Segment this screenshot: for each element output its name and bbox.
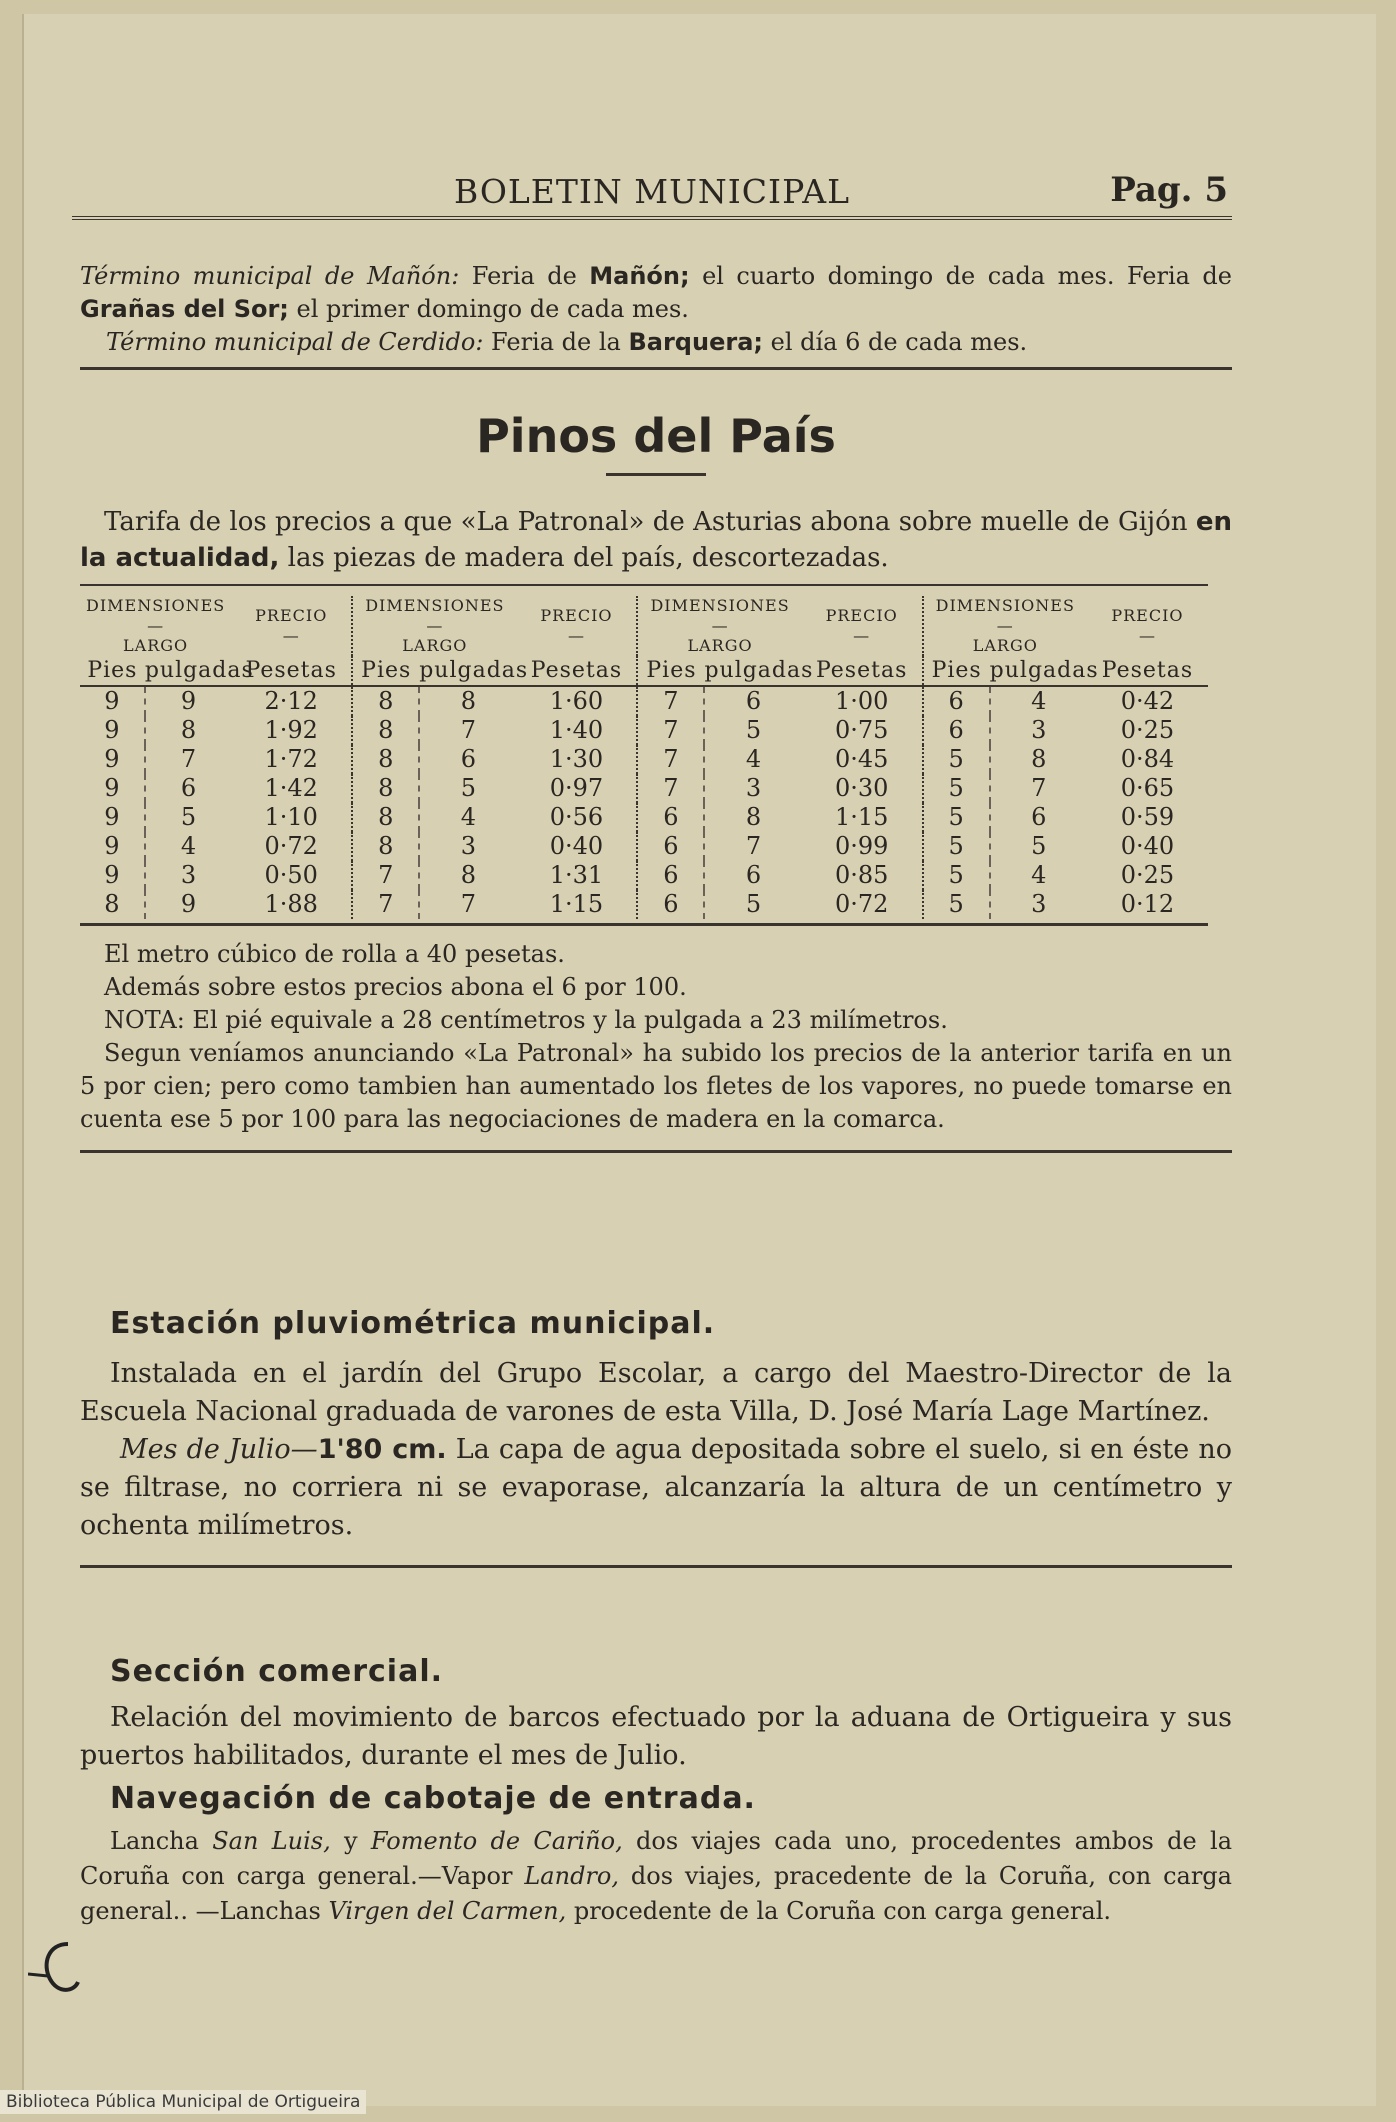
intro-bold: en la actualidad,: [80, 507, 1232, 573]
cerdido-paragraph: [80, 326, 1232, 359]
table-body: [80, 686, 1208, 919]
pies-cell: 6: [637, 832, 704, 861]
pesetas-cell: 0·42: [1120, 687, 1175, 715]
pulgadas-cell: 3: [180, 861, 197, 889]
precio-header: PRECIO —: [516, 596, 637, 656]
precio-header: PRECIO —: [802, 596, 923, 656]
boat-name: Virgen del Carmen,: [328, 1897, 567, 1925]
pesetas-cell: 1·92: [231, 716, 352, 745]
table-row: [80, 861, 1208, 890]
cerdido-label: Término municipal de Cerdido:: [106, 328, 484, 356]
pesetas-cell: 0·84: [1120, 745, 1175, 773]
pies-cell: 6: [637, 803, 704, 832]
text-segment: y: [330, 1827, 371, 1855]
table-header-row: [80, 596, 1208, 656]
estacion-julio: [80, 1431, 1232, 1545]
estacion-title: Estación pluviométrica municipal.: [110, 1306, 716, 1341]
note-patronal: Segun veníamos anunciando «La Patronal» ha subido los precios de la anterior tarifa en un 5 por cien; pero como tambien han aumentado los fletes de los vapores, no puede tomarse en cuenta ese 5 por 100 para las negociaciones de madera en la comarca.: [80, 1039, 1232, 1133]
pies-header: Pies: [87, 657, 138, 683]
pesetas-cell: 0·40: [516, 832, 637, 861]
price-table: [80, 596, 1208, 919]
pulgadas-cell: 8: [1031, 745, 1047, 773]
title-underline: [606, 473, 706, 476]
pulgadas-cell: 9: [180, 687, 197, 715]
pulgadas-cell: 8: [460, 687, 476, 715]
estacion-section: [80, 1306, 1232, 1568]
pesetas-header: Pesetas: [1101, 657, 1194, 683]
table-row: [80, 803, 1208, 832]
pulgadas-cell: 7: [745, 832, 762, 860]
pies-cell: 7: [637, 686, 704, 716]
pies-cell: 7: [352, 890, 419, 919]
pulgadas-header: pulgadas: [704, 657, 814, 683]
pesetas-cell: 1·40: [516, 716, 637, 745]
divider: [80, 1150, 1232, 1153]
cabotaje-title: Navegación de cabotaje de entrada.: [110, 1781, 756, 1816]
text-segment: dos viajes, pracedente de la Coruña, con carga general.. —Lanchas: [80, 1862, 1232, 1925]
pesetas-cell: 0·65: [1120, 774, 1175, 802]
pulgadas-header: pulgadas: [419, 657, 529, 683]
pesetas-cell: 0·59: [1120, 803, 1175, 831]
pesetas-cell: 0·30: [802, 774, 923, 803]
pulgadas-cell: 9: [180, 890, 197, 918]
pulgadas-cell: 4: [1031, 687, 1047, 715]
pesetas-cell: 1·15: [516, 890, 637, 919]
pesetas-cell: 0·97: [516, 774, 637, 803]
pesetas-header: Pesetas: [516, 656, 637, 686]
pulgadas-cell: 7: [1031, 774, 1047, 802]
table-row: [80, 890, 1208, 919]
document-page: [22, 14, 1376, 2106]
intro-text-2: las piezas de madera del país, descortezadas.: [279, 543, 889, 573]
precio-header: PRECIO —: [231, 596, 352, 656]
ferias-section: [80, 260, 1232, 370]
pies-cell: 6: [637, 861, 704, 890]
divider: [80, 1565, 1232, 1568]
pies-cell: 8: [352, 803, 419, 832]
pulgadas-cell: 3: [460, 832, 476, 860]
pies-cell: 9: [80, 803, 145, 832]
pulgadas-cell: 8: [745, 803, 762, 831]
pies-cell: 5: [923, 890, 990, 919]
pesetas-cell: 0·75: [802, 716, 923, 745]
table-row: [80, 774, 1208, 803]
table-row: [80, 686, 1208, 716]
pies-cell: 7: [637, 716, 704, 745]
pesetas-cell: 1·72: [231, 745, 352, 774]
pulgadas-cell: 6: [180, 774, 197, 802]
pesetas-cell: 0·72: [231, 832, 352, 861]
pies-cell: 9: [80, 716, 145, 745]
boat-name: San Luis,: [212, 1827, 331, 1855]
manon-text-2: el cuarto domingo de cada mes. Feria de: [689, 262, 1232, 290]
pies-cell: 8: [352, 832, 419, 861]
boat-name: Fomento de Cariño,: [370, 1827, 623, 1855]
pesetas-header: Pesetas: [802, 656, 923, 686]
pulgadas-cell: 3: [1031, 890, 1047, 918]
pies-cell: 5: [923, 861, 990, 890]
pesetas-cell: 1·10: [231, 803, 352, 832]
pies-cell: 9: [80, 832, 145, 861]
table-top-rule: [80, 584, 1208, 586]
pinos-intro: [80, 504, 1232, 576]
pesetas-cell: 1·60: [516, 686, 637, 716]
dimensiones-header: DIMENSIONES — LARGO: [85, 596, 226, 655]
pinos-notes: [80, 938, 1232, 1037]
pies-cell: 9: [80, 774, 145, 803]
pulgadas-cell: 5: [460, 774, 476, 802]
pulgadas-cell: 6: [745, 861, 762, 889]
text-segment: procedente de la Coruña con carga general.: [566, 1897, 1112, 1925]
pies-cell: 7: [637, 745, 704, 774]
pulgadas-header: pulgadas: [144, 657, 254, 683]
pies-cell: 8: [80, 890, 145, 919]
table-bottom-rule: [80, 923, 1208, 926]
pies-header: Pies: [931, 657, 982, 683]
divider: [80, 367, 1232, 370]
pies-cell: 9: [80, 861, 145, 890]
comercial-section: [80, 1654, 1232, 1929]
pies-cell: 5: [923, 774, 990, 803]
pulgadas-cell: 4: [180, 832, 197, 860]
estacion-paragraph: Instalada en el jardín del Grupo Escolar, a cargo del Maestro-Director de la Escuela Nacional graduada de varones de esta Villa, D. José María Lage Martínez.: [80, 1358, 1232, 1427]
cerdido-place: Barquera;: [628, 328, 763, 356]
pulgadas-cell: 3: [1031, 716, 1047, 744]
manon-text-1: Feria de: [459, 262, 590, 290]
pulgadas-cell: 5: [745, 716, 762, 744]
pesetas-cell: 0·25: [1120, 716, 1175, 744]
pesetas-cell: 0·40: [1120, 832, 1175, 860]
pesetas-cell: 0·72: [802, 890, 923, 919]
table-subheader-row: [80, 656, 1208, 686]
dimensiones-header: DIMENSIONES — LARGO: [365, 596, 505, 655]
pies-cell: 6: [923, 716, 990, 745]
mes-label: Mes de Julio—: [120, 1434, 318, 1465]
pulgadas-cell: 8: [460, 861, 476, 889]
pies-header: Pies: [646, 657, 697, 683]
text-segment: Lancha: [110, 1827, 213, 1855]
pulgadas-cell: 6: [745, 687, 762, 715]
pesetas-cell: 0·45: [802, 745, 923, 774]
mes-value: 1'80 cm.: [317, 1434, 447, 1465]
pies-cell: 5: [923, 803, 990, 832]
pulgadas-cell: 4: [1031, 861, 1047, 889]
granas-text: el primer domingo de cada mes.: [288, 295, 689, 323]
pinos-section: [80, 409, 1232, 1153]
handwritten-mark-icon: [28, 1934, 88, 2004]
manon-place: Mañón;: [589, 262, 690, 290]
pesetas-cell: 0·99: [802, 832, 923, 861]
table-row: [80, 832, 1208, 861]
manon-label: Término municipal de Mañón:: [80, 262, 460, 290]
pies-cell: 7: [352, 861, 419, 890]
ferias-paragraph: [80, 260, 1232, 326]
comercial-paragraph: Relación del movimiento de barcos efectuado por la aduana de Ortigueira y sus puertos habilitados, durante el mes de Julio.: [80, 1702, 1232, 1771]
page-header: [72, 164, 1232, 220]
pesetas-cell: 1·30: [516, 745, 637, 774]
library-footer: Biblioteca Pública Municipal de Ortigueira: [0, 2090, 366, 2114]
dimensiones-header: DIMENSIONES — LARGO: [650, 596, 790, 655]
pesetas-cell: 0·50: [231, 861, 352, 890]
pulgadas-cell: 5: [1031, 832, 1047, 860]
pulgadas-cell: 6: [1031, 803, 1047, 831]
pesetas-cell: 1·15: [802, 803, 923, 832]
pulgadas-cell: 7: [460, 890, 476, 918]
pesetas-cell: 1·42: [231, 774, 352, 803]
note-pie: NOTA: El pié equivale a 28 centímetros y la pulgada a 23 milímetros.: [104, 1006, 948, 1034]
pesetas-cell: 0·25: [1120, 861, 1175, 889]
pesetas-header: Pesetas: [231, 656, 352, 686]
pulgadas-header: pulgadas: [989, 657, 1099, 683]
pies-cell: 6: [923, 686, 990, 716]
note-rolla: El metro cúbico de rolla a 40 pesetas.: [104, 940, 565, 968]
pulgadas-cell: 5: [745, 890, 762, 918]
pesetas-cell: 0·85: [802, 861, 923, 890]
pies-cell: 8: [352, 745, 419, 774]
text-segment: dos viajes cada uno, procedentes ambos de la Coruña con carga general.—Vapor: [80, 1827, 1233, 1890]
pies-cell: 8: [352, 686, 419, 716]
precio-header: PRECIO —: [1111, 606, 1184, 645]
table-row: [80, 716, 1208, 745]
pies-cell: 6: [637, 890, 704, 919]
comercial-title: Sección comercial.: [110, 1654, 443, 1689]
pies-header: Pies: [361, 657, 412, 683]
pulgadas-cell: 4: [745, 745, 762, 773]
pulgadas-cell: 6: [460, 745, 476, 773]
note-abona: Además sobre estos precios abona el 6 por 100.: [104, 973, 687, 1001]
pies-cell: 8: [352, 716, 419, 745]
cabotaje-paragraph: [80, 1824, 1232, 1929]
table-row: [80, 745, 1208, 774]
dimensiones-header: DIMENSIONES — LARGO: [935, 596, 1075, 655]
pies-cell: 9: [80, 686, 145, 716]
pinos-title: Pinos del País: [476, 409, 836, 463]
pulgadas-cell: 4: [460, 803, 476, 831]
boat-name: Landro,: [524, 1862, 619, 1890]
pesetas-cell: 1·00: [802, 686, 923, 716]
pulgadas-cell: 5: [180, 803, 197, 831]
pies-cell: 7: [637, 774, 704, 803]
cerdido-text-1: Feria de la: [483, 328, 629, 356]
pies-cell: 5: [923, 745, 990, 774]
pesetas-cell: 0·56: [516, 803, 637, 832]
estacion-text-2: La capa de agua depositada sobre el suelo, si en éste no se filtrase, no corriera ni se evaporase, alcanzaría la altura de un centímetro y ochenta milímetros.: [80, 1434, 1233, 1541]
intro-text-1: Tarifa de los precios a que «La Patronal» de Asturias abona sobre muelle de Gijón: [104, 507, 1196, 537]
pesetas-cell: 1·31: [516, 861, 637, 890]
publication-title: BOLETIN MUNICIPAL: [453, 172, 851, 211]
pies-cell: 9: [80, 745, 145, 774]
pies-cell: 8: [352, 774, 419, 803]
pesetas-cell: 1·88: [231, 890, 352, 919]
pulgadas-cell: 8: [180, 716, 197, 744]
pesetas-cell: 0·12: [1120, 890, 1175, 918]
page-number: Pag. 5: [1110, 170, 1228, 210]
cerdido-text-2: el día 6 de cada mes.: [762, 328, 1028, 356]
pulgadas-cell: 3: [745, 774, 762, 802]
pulgadas-cell: 7: [460, 716, 476, 744]
pesetas-cell: 2·12: [231, 686, 352, 716]
pulgadas-cell: 7: [180, 745, 197, 773]
pies-cell: 5: [923, 832, 990, 861]
granas-place: Grañas del Sor;: [80, 295, 289, 323]
